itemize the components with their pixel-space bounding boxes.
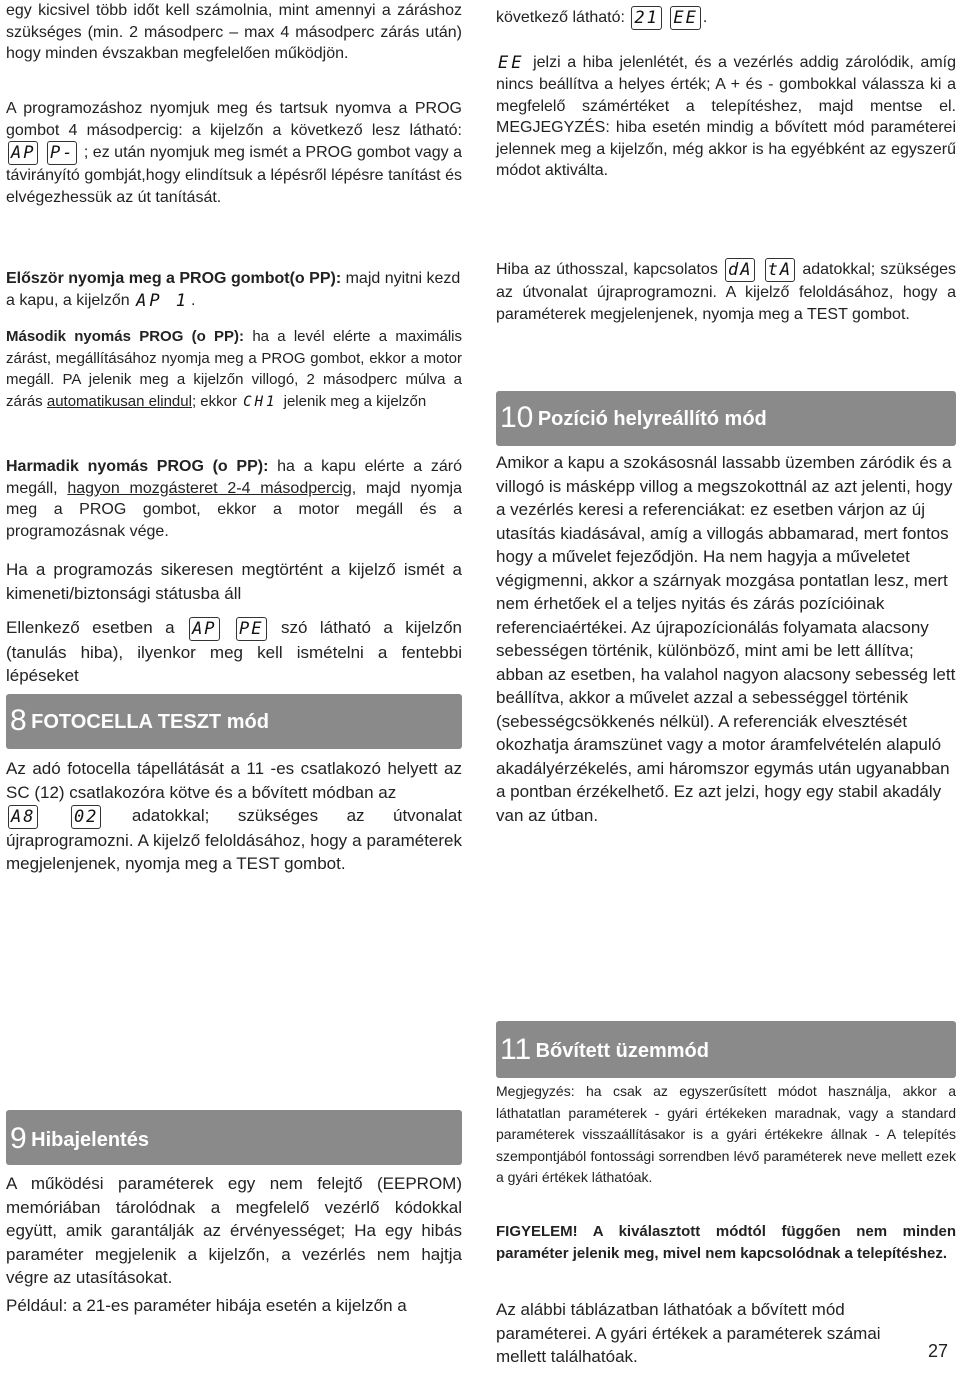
paragraph-first-press: Először nyomja meg a PROG gombot(o PP): majd nyitni kezd a kapu, a kijelzőn AP 1 . — [6, 270, 461, 311]
display-pe-icon: PE — [236, 617, 266, 641]
paragraph-table-intro: Az alábbi táblázatban láthatóak a bővített mód paraméterei. A gyári értékek a paraméterek számai mellett találhatóak. — [496, 1300, 881, 1366]
paragraph-warning: FIGYELEM! A kiválasztott módtól függően nem minden paraméter jelenik meg, mivel nem kapcsolódnak a telepítéshez. — [496, 1223, 956, 1262]
display-ee-icon: EE — [670, 6, 700, 30]
section-11-header: 11 Bővített üzemmód — [496, 1021, 956, 1078]
paragraph-photocell-test: Az adó fotocella tápellátását a 11 -es csatlakozó helyett az SC (12) csatlakozóra kötve és a bővített módban az A8 02 adatokkal; szükséges az útvonalat újraprogramozni. A kijelző feloldásához, hogy a paraméterek megjelenjenek, nyomja meg a TEST gombot. — [6, 759, 462, 874]
paragraph-ee-error: EE jelzi a hiba jelenlétét, és a vezérlés addig zárolódik, amíg nincs beállítva a helyes érték; A + és - gombokkal válassza ki a megfelelő számértéket a telepítéshez, majd mentse el. MEGJEGYZÉS: hiba esetén mindig a bővített mód paraméterei jelennek meg a kijelzőn, még akkor is ha egyébként az egyszerű módot aktiválta. — [496, 53, 956, 179]
display-02-icon: 02 — [71, 805, 101, 829]
paragraph-programming: A programozáshoz nyomjuk meg és tartsuk nyomva a PROG gombot 4 másodpercig: a kijelzőn a következő lesz látható: AP P- ; ez után nyomjuk meg ismét a PROG gombot vagy a távirányító gombját,hogy elindítsuk a lépésről lépésre tanítást és elvégezhessük az út tanítását. — [6, 100, 462, 206]
paragraph-position-recovery: Amikor a kapu a szokásosnál lassabb üzemben záródik és a villogó is másképp villog a megszokottnál az azt jelenti, hogy a vezérlés keresi a referenciákat: ez esetben várjon az új utasítás kiadásával, amíg a villogás abbamarad, mert fontos hogy a művelet fejeződjön. Ha nem hagyja a műveletet végigmenni, akkor a szárnyak mozgása pontatlan lesz, mert nem érhetőek el a teljes nyitás és zárás pozícióinak referenciaértékei. Az újrapozícionálás folyamata alacsony sebességen történik, különböző, mint ami be lett állítva; abban az esetben, ha valahol nagyon alacsony sebesség lett beállítva, akkor a művelet azzal a sebességgel történik (sebességcsökkenés nélkül). A referenciák elvesztését okozhatja áramszünet vagy a motor áramfelvételén alapuló akadályérzékelés, ami háromszor egymás után ugyanabban a pontban érzékelhető. Ez azt jelzi, hogy egy stabil akadály van az útban. — [496, 453, 956, 825]
paragraph-third-press: Harmadik nyomás PROG (o PP): ha a kapu elérte a záró megáll, hagyon mozgásteret 2-4 másodpercig, majd nyomja meg a PROG gombot, ekkor a motor megáll és a programozásnak vége. — [6, 458, 462, 540]
display-ap-icon: AP — [189, 617, 219, 641]
paragraph-error-report: A működési paraméterek egy nem felejtő (EEPROM) memóriában tárolódnak a megfelelő vezérlő kódokkal együtt, amik garantálják az érvényességet; Ha egy hibás paraméter megjelenik a kijelzőn, a vezérlés nem hajtja végre az utasításokat. — [6, 1174, 462, 1287]
paragraph-example: Például: a 21-es paraméter hibája esetén a kijelzőn a — [6, 1296, 407, 1315]
paragraph-intro: egy kicsivel több időt kell számolnia, mint amennyi a záráshoz szükséges (min. 2 másodperc – max 4 másodperc zárás után) hogy minden évszakban megfelelően működjön. — [6, 2, 462, 62]
section-10-header: 10 Pozíció helyreállító mód — [496, 391, 956, 446]
paragraph-success: Ha a programozás sikeresen megtörtént a kijelző ismét a kimeneti/biztonsági státusba áll — [6, 560, 462, 603]
paragraph-extended-note: Megjegyzés: ha csak az egyszerűsített módot használja, akkor a láthatatlan paraméterek - gyári értékeken maradnak, vagy a standard paraméterek visszaállításakor is a gyári értékekre állnak - A telepítés szempontjából fontossági sorrendben lévő paraméterek neve mellett ezek a gyári értékek láthatóak. — [496, 1083, 956, 1185]
section-8-header: 8 FOTOCELLA TESZT mód — [6, 694, 462, 749]
display-ap-icon: AP — [8, 141, 38, 165]
display-ta-icon: tA — [765, 258, 795, 282]
display-ap1-icon: AP 1 — [136, 290, 190, 311]
display-da-icon: dA — [725, 258, 755, 282]
paragraph-second-press: Második nyomás PROG (o PP): ha a levél elérte a maximális zárást, megállításához nyomja meg a PROG gombot, ekkor a motor megáll. PA jelenik meg a kijelzőn villogó, 2 másodperc múlva a zárás automatikusan elindul; ekkor CH1 jelenik meg a kijelzőn — [6, 326, 462, 413]
section-9-header: 9 Hibajelentés — [6, 1110, 462, 1165]
display-ch1-icon: CH1 — [243, 393, 278, 410]
display-a8-icon: A8 — [8, 805, 38, 829]
display-21-icon: 21 — [631, 6, 661, 30]
page-number: 27 — [927, 1341, 948, 1361]
paragraph-travel-error: Hiba az úthosszal, kapcsolatos dA tA adatokkal; szükséges az útvonalat újraprogramozni. A kijelző feloldásához, hogy a paraméterek megjelenjenek, nyomja meg a TEST gombot. — [496, 260, 957, 323]
paragraph-failure: Ellenkező esetben a AP PE szó látható a kijelzőn (tanulás hiba), ilyenkor meg kell ismételni a fentebbi lépéseket — [6, 618, 462, 686]
display-p-dash-icon: P- — [47, 141, 77, 165]
display-ee-icon: EE — [498, 53, 525, 73]
paragraph-visible-code: következő látható: 21 EE . — [496, 8, 708, 28]
